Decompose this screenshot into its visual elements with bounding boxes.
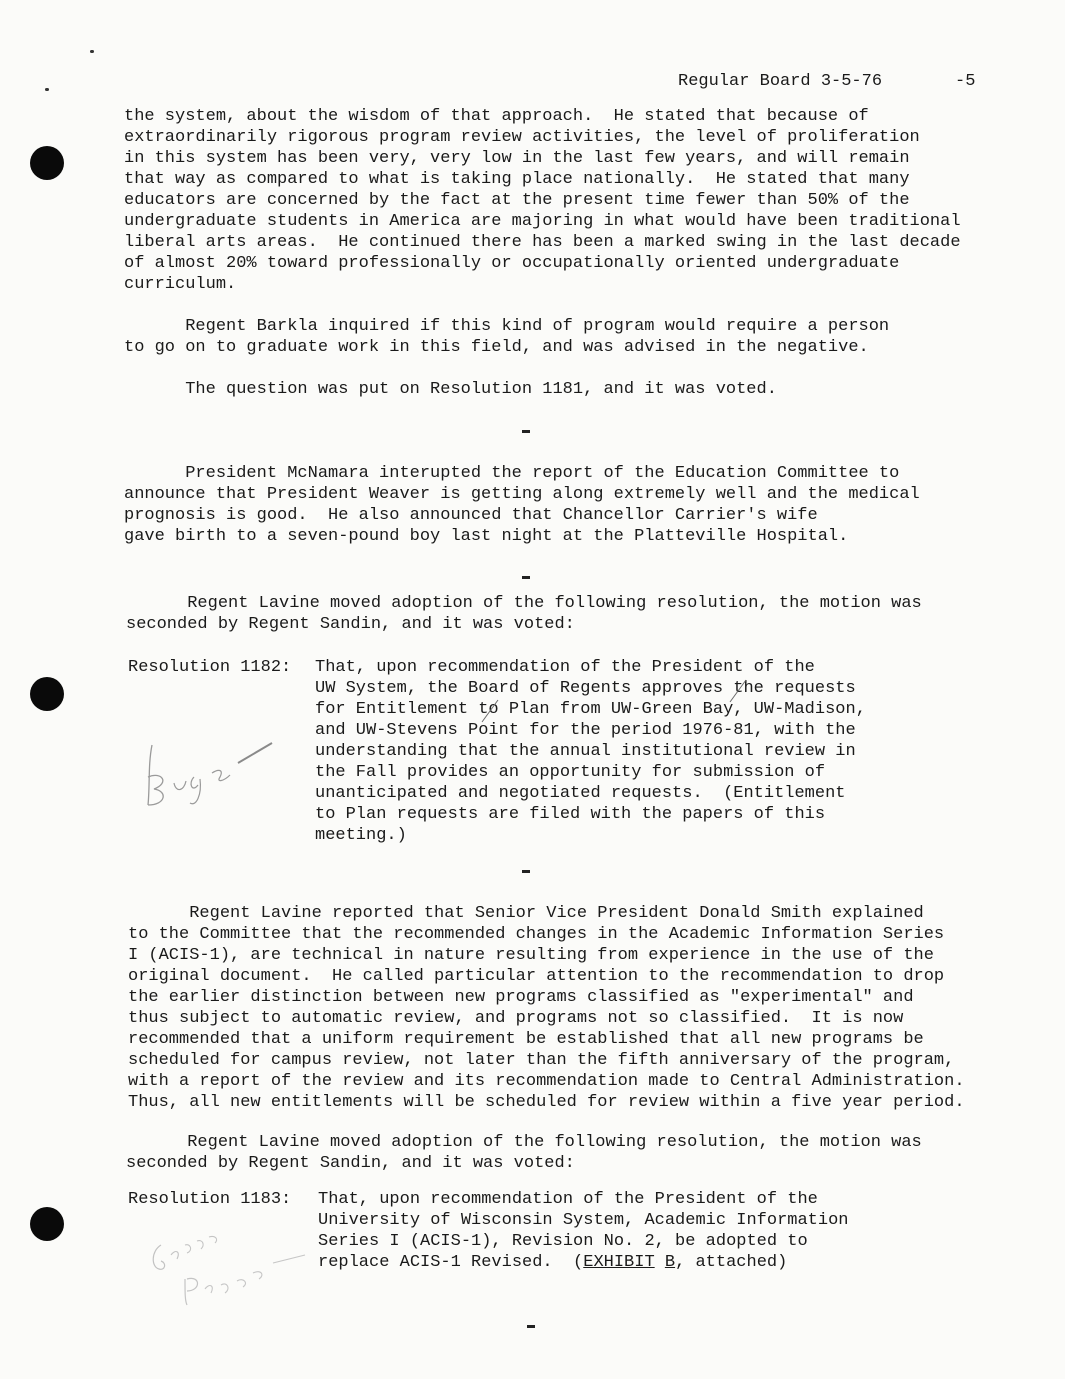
text-line: Regent Lavine moved adoption of the following resolution, the motion was bbox=[126, 1133, 922, 1152]
text-line: Regent Lavine moved adoption of the following resolution, the motion was bbox=[126, 594, 922, 613]
text-line: recommended that a uniform requirement be established that all new programs be bbox=[128, 1030, 924, 1049]
resolution-line: University of Wisconsin System, Academic Information bbox=[318, 1211, 849, 1230]
text-line: prognosis is good. He also announced that Chancellor Carrier's wife bbox=[124, 506, 818, 525]
text-line: that way as compared to what is taking place nationally. He stated that many bbox=[124, 170, 910, 189]
text-line: announce that President Weaver is getting along extremely well and the medical bbox=[124, 485, 920, 504]
text-line: to go on to graduate work in this field, and was advised in the negative. bbox=[124, 338, 869, 357]
hole-punch-middle bbox=[30, 677, 64, 711]
section-separator bbox=[522, 430, 530, 433]
resolution-line: and UW-Stevens Point for the period 1976-81, with the bbox=[315, 721, 856, 740]
resolution-line: the Fall provides an opportunity for submission of bbox=[315, 763, 826, 782]
resolution-label: Resolution 1182: bbox=[128, 658, 292, 677]
text-line: Thus, all new entitlements will be scheduled for review within a five year period. bbox=[128, 1093, 965, 1112]
resolution-label: Resolution 1183: bbox=[128, 1190, 292, 1209]
text-line: in this system has been very, very low in the last few years, and will remain bbox=[124, 149, 910, 168]
resolution-line: for Entitlement to Plan from UW-Green Bay, UW-Madison, bbox=[315, 700, 866, 719]
line-prefix: replace ACIS-1 Revised. ( bbox=[318, 1253, 584, 1272]
resolution-line-last bbox=[318, 1252, 787, 1273]
section-separator bbox=[527, 1325, 535, 1328]
hole-punch-top bbox=[30, 146, 64, 180]
text-line: extraordinarily rigorous program review activities, the level of proliferation bbox=[124, 128, 920, 147]
pen-tick-mark bbox=[728, 678, 748, 704]
text-line: with a report of the review and its recommendation made to Central Administration. bbox=[128, 1072, 965, 1091]
resolution-line: understanding that the annual institutional review in bbox=[315, 742, 856, 761]
text-line: to the Committee that the recommended changes in the Academic Information Series bbox=[128, 925, 945, 944]
resolution-line: unanticipated and negotiated requests. (Entitlement bbox=[315, 784, 846, 803]
exhibit-letter: B bbox=[664, 1253, 676, 1272]
text-line: gave birth to a seven-pound boy last night at the Platteville Hospital. bbox=[124, 527, 849, 546]
line-suffix: , attached) bbox=[675, 1253, 788, 1272]
section-separator bbox=[522, 576, 530, 579]
text-line: President McNamara interupted the report of the Education Committee to bbox=[124, 464, 900, 483]
resolution-line: meeting.) bbox=[315, 826, 407, 845]
handwritten-margin-note bbox=[145, 1215, 320, 1310]
text-line: thus subject to automatic review, and programs not so classified. It is now bbox=[128, 1009, 904, 1028]
handwritten-margin-note bbox=[140, 725, 280, 815]
resolution-line: Series I (ACIS-1), Revision No. 2, be adopted to bbox=[318, 1232, 808, 1251]
resolution-line: That, upon recommendation of the President of the bbox=[315, 658, 815, 677]
page-number: -5 bbox=[955, 72, 976, 91]
exhibit-reference: EXHIBIT bbox=[583, 1253, 655, 1272]
text-line: undergraduate students in America are majoring in what would have been traditional bbox=[124, 212, 961, 231]
text-line: curriculum. bbox=[124, 275, 237, 294]
pen-tick-mark bbox=[480, 698, 500, 724]
text-line: seconded by Regent Sandin, and it was voted: bbox=[126, 615, 575, 634]
hole-punch-bottom bbox=[30, 1207, 64, 1241]
text-line: of almost 20% toward professionally or occupationally oriented undergraduate bbox=[124, 254, 900, 273]
text-line: The question was put on Resolution 1181, and it was voted. bbox=[124, 380, 777, 399]
resolution-line: to Plan requests are filed with the papers of this bbox=[315, 805, 826, 824]
text-line: seconded by Regent Sandin, and it was voted: bbox=[126, 1154, 575, 1173]
text-line: Regent Barkla inquired if this kind of program would require a person bbox=[124, 317, 890, 336]
text-line: scheduled for campus review, not later than the fifth anniversary of the program, bbox=[128, 1051, 955, 1070]
text-line: the system, about the wisdom of that approach. He stated that because of bbox=[124, 107, 869, 126]
text-line: original document. He called particular attention to the recommendation to drop bbox=[128, 967, 945, 986]
margin-speck bbox=[90, 50, 94, 53]
text-line: Regent Lavine reported that Senior Vice President Donald Smith explained bbox=[128, 904, 924, 923]
text-line: the earlier distinction between new programs classified as "experimental" and bbox=[128, 988, 914, 1007]
margin-speck bbox=[45, 88, 49, 91]
text-line: I (ACIS-1), are technical in nature resulting from experience in the use of the bbox=[128, 946, 934, 965]
resolution-line: That, upon recommendation of the President of the bbox=[318, 1190, 818, 1209]
text-line: educators are concerned by the fact at the present time fewer than 50% of the bbox=[124, 191, 910, 210]
resolution-line: UW System, the Board of Regents approves the requests bbox=[315, 679, 856, 698]
text-line: liberal arts areas. He continued there has been a marked swing in the last decade bbox=[124, 233, 961, 252]
section-separator bbox=[522, 870, 530, 873]
page-header: Regular Board 3-5-76 bbox=[678, 72, 883, 91]
